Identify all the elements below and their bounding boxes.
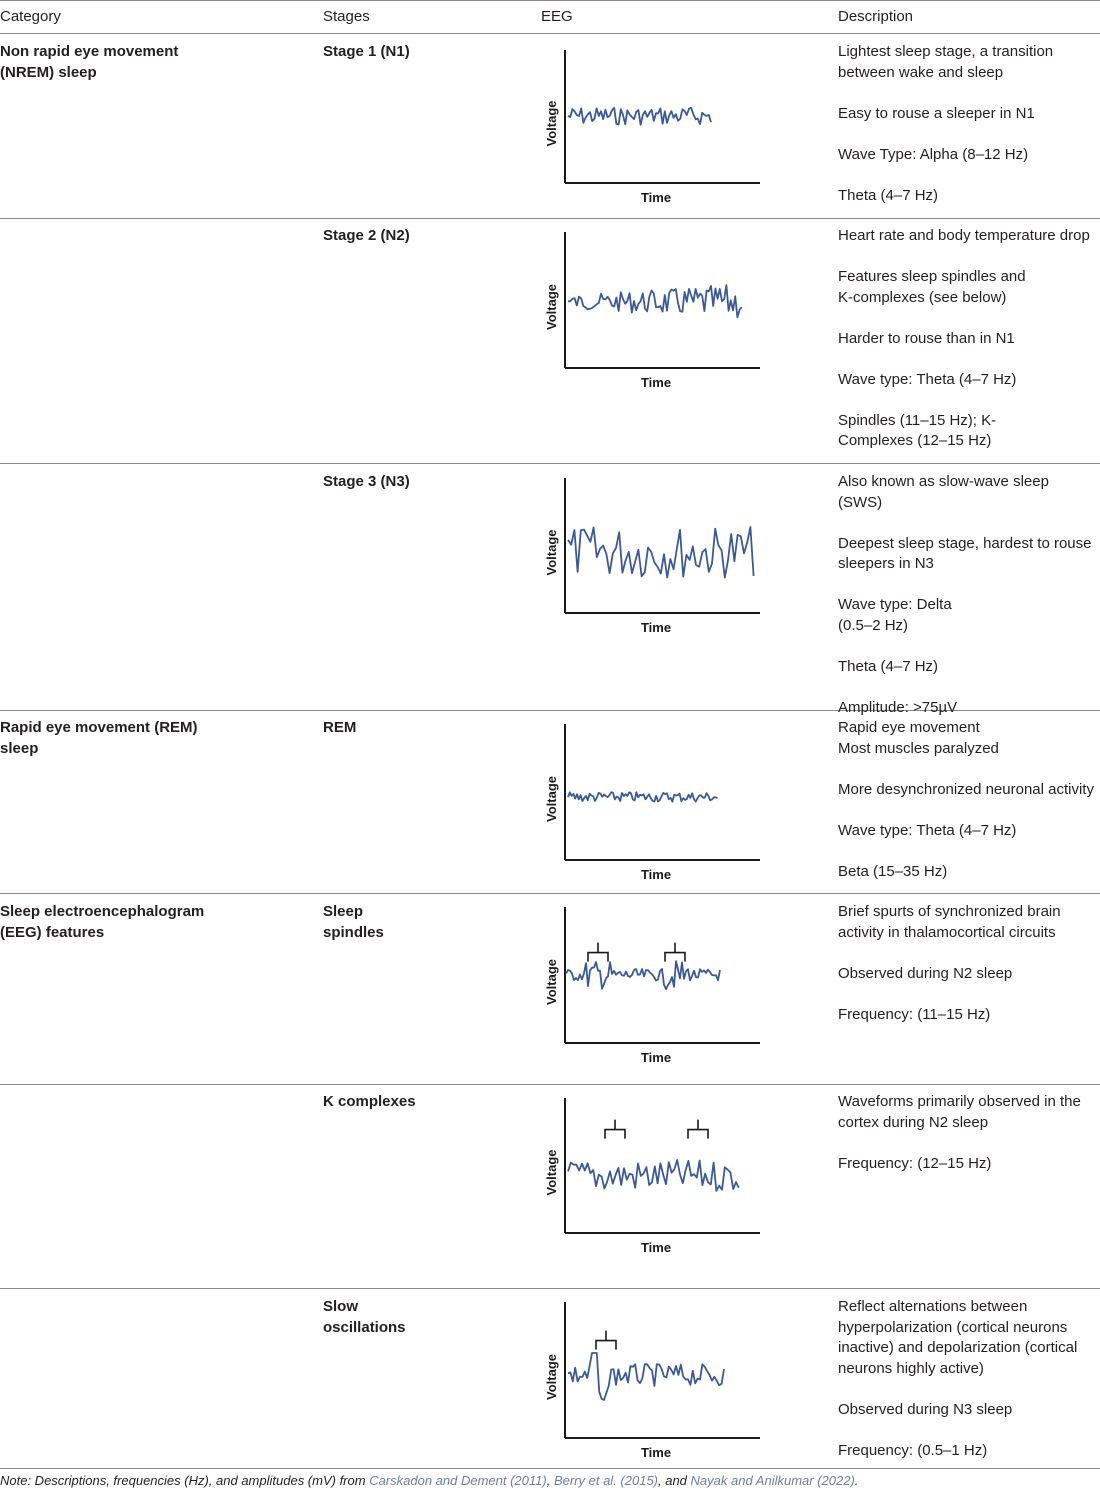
eeg-trace	[568, 792, 717, 801]
reference-link[interactable]: Berry et al. (2015)	[553, 1473, 658, 1488]
header-stages: Stages	[323, 8, 370, 25]
description-line: Also known as slow-wave sleep (SWS)	[838, 473, 1049, 511]
description-line: Wave type: Theta (4–7 Hz)	[838, 370, 1017, 388]
description-line: Waveforms primarily observed in the cortex during N2 sleep	[838, 1093, 1081, 1131]
description-line: Brief spurts of synchronized brain activity in thalamocortical circuits	[838, 903, 1061, 941]
footnote-text: , and	[658, 1473, 691, 1488]
row-divider	[0, 1288, 1100, 1289]
eeg-plot-svg	[538, 230, 768, 388]
description-line: Beta (15–35 Hz)	[838, 862, 948, 880]
reference-link[interactable]: Nayak and Anilkumar (2022)	[690, 1473, 855, 1488]
description-cell	[838, 42, 1096, 206]
description-line: Frequency: (0.5–1 Hz)	[838, 1441, 988, 1459]
x-axis-label: Time	[640, 867, 672, 882]
description-line: Theta (4–7 Hz)	[838, 186, 939, 204]
row-divider	[0, 1084, 1100, 1085]
eeg-trace	[568, 285, 742, 317]
eeg-plot-svg	[538, 905, 768, 1063]
description-line: Observed during N2 sleep	[838, 964, 1013, 982]
eeg-plot-svg	[538, 48, 768, 203]
table-footnote	[0, 1473, 858, 1488]
description-line: Spindles (11–15 Hz); K-Complexes (12–15 Hz)	[838, 411, 997, 449]
header-description: Description	[838, 8, 914, 25]
eeg-plot-rem	[538, 722, 768, 880]
footnote-text: Note: Descriptions, frequencies (Hz), and amplitudes (mV) from	[0, 1473, 370, 1488]
description-line: Deepest sleep stage, hardest to rouse sleepers in N3	[838, 534, 1092, 572]
eeg-plot-n3	[538, 476, 768, 633]
header-rule	[0, 33, 1100, 34]
description-line: Frequency: (12–15 Hz)	[838, 1154, 992, 1172]
description-cell	[838, 718, 1096, 882]
eeg-plot-svg	[538, 722, 768, 880]
stage-cell: Stage 3 (N3)	[323, 473, 410, 490]
eeg-plot-n1	[538, 48, 768, 203]
y-axis-label: Voltage	[544, 776, 559, 822]
eeg-plot-svg	[538, 1300, 768, 1458]
x-axis-label: Time	[640, 620, 672, 635]
stage-cell: Sleep spindles	[323, 903, 384, 941]
stage-cell: Slow oscillations	[323, 1298, 406, 1336]
description-line: More desynchronized neuronal activity	[838, 780, 1094, 798]
description-line: Theta (4–7 Hz)	[838, 657, 939, 675]
event-bracket	[605, 1120, 625, 1139]
description-cell	[838, 472, 1096, 718]
stage-cell: REM	[323, 719, 357, 736]
stage-cell: Stage 1 (N1)	[323, 43, 410, 60]
description-line: Wave type: Delta (0.5–2 Hz)	[838, 596, 952, 634]
footnote-text: .	[854, 1473, 859, 1488]
description-line: Harder to rouse than in N1	[838, 329, 1015, 347]
eeg-plot-svg	[538, 1096, 768, 1253]
reference-link[interactable]: Carskadon and Dement (2011)	[369, 1473, 547, 1488]
category-cell: Sleep electroencephalogram (EEG) features	[0, 903, 205, 941]
header-category: Category	[0, 8, 61, 25]
event-bracket	[588, 943, 608, 962]
eeg-trace	[568, 108, 711, 125]
x-axis-label: Time	[640, 375, 672, 390]
y-axis-label: Voltage	[544, 529, 559, 576]
x-axis-label: Time	[640, 1050, 672, 1065]
eeg-trace	[568, 1160, 739, 1191]
description-line: Amplitude: >75µV	[838, 698, 958, 716]
eeg-plot-spindles	[538, 905, 768, 1063]
event-bracket	[596, 1331, 616, 1350]
y-axis-label: Voltage	[544, 1149, 559, 1196]
description-line: Observed during N3 sleep	[838, 1400, 1013, 1418]
category-cell: Non rapid eye movement (NREM) sleep	[0, 43, 179, 81]
row-divider	[0, 218, 1100, 219]
table-bottom-rule	[0, 1468, 1100, 1469]
eeg-trace	[566, 961, 720, 989]
eeg-trace	[568, 527, 754, 577]
description-cell	[838, 1297, 1096, 1461]
y-axis-label: Voltage	[544, 959, 559, 1005]
category-cell: Rapid eye movement (REM) sleep	[0, 719, 198, 757]
description-line: Reflect alternations between hyperpolarization (cortical neurons inactive) and depolarization (cortical neurons highly active)	[838, 1298, 1078, 1377]
description-line: Rapid eye movement Most muscles paralyzed	[838, 719, 999, 757]
header-eeg: EEG	[541, 8, 573, 25]
description-line: Wave Type: Alpha (8–12 Hz)	[838, 145, 1029, 163]
row-divider	[0, 893, 1100, 894]
description-cell	[838, 226, 1096, 452]
description-line: Lightest sleep stage, a transition between wake and sleep	[838, 43, 1054, 81]
stage-cell: Stage 2 (N2)	[323, 227, 410, 244]
description-line: Features sleep spindles and K-complexes (see below)	[838, 268, 1026, 306]
description-cell	[838, 902, 1096, 1025]
description-line: Wave type: Theta (4–7 Hz)	[838, 821, 1017, 839]
x-axis-label: Time	[640, 1445, 672, 1460]
eeg-trace	[568, 1353, 724, 1400]
eeg-plot-svg	[538, 476, 768, 633]
x-axis-label: Time	[640, 190, 672, 205]
description-line: Heart rate and body temperature drop	[838, 227, 1090, 244]
description-line: Frequency: (11–15 Hz)	[838, 1005, 991, 1023]
description-line: Easy to rouse a sleeper in N1	[838, 104, 1035, 122]
y-axis-label: Voltage	[544, 1354, 559, 1400]
y-axis-label: Voltage	[544, 100, 559, 147]
stage-cell: K complexes	[323, 1093, 416, 1110]
footnote-text: ,	[546, 1473, 554, 1488]
event-bracket	[665, 943, 685, 962]
description-cell	[838, 1092, 1096, 1174]
eeg-plot-slow-oscillations	[538, 1300, 768, 1458]
x-axis-label: Time	[640, 1240, 672, 1255]
table-top-rule	[0, 0, 1100, 1]
eeg-plot-k-complexes	[538, 1096, 768, 1253]
eeg-plot-n2	[538, 230, 768, 388]
row-divider	[0, 463, 1100, 464]
y-axis-label: Voltage	[544, 284, 559, 330]
event-bracket	[688, 1120, 708, 1139]
